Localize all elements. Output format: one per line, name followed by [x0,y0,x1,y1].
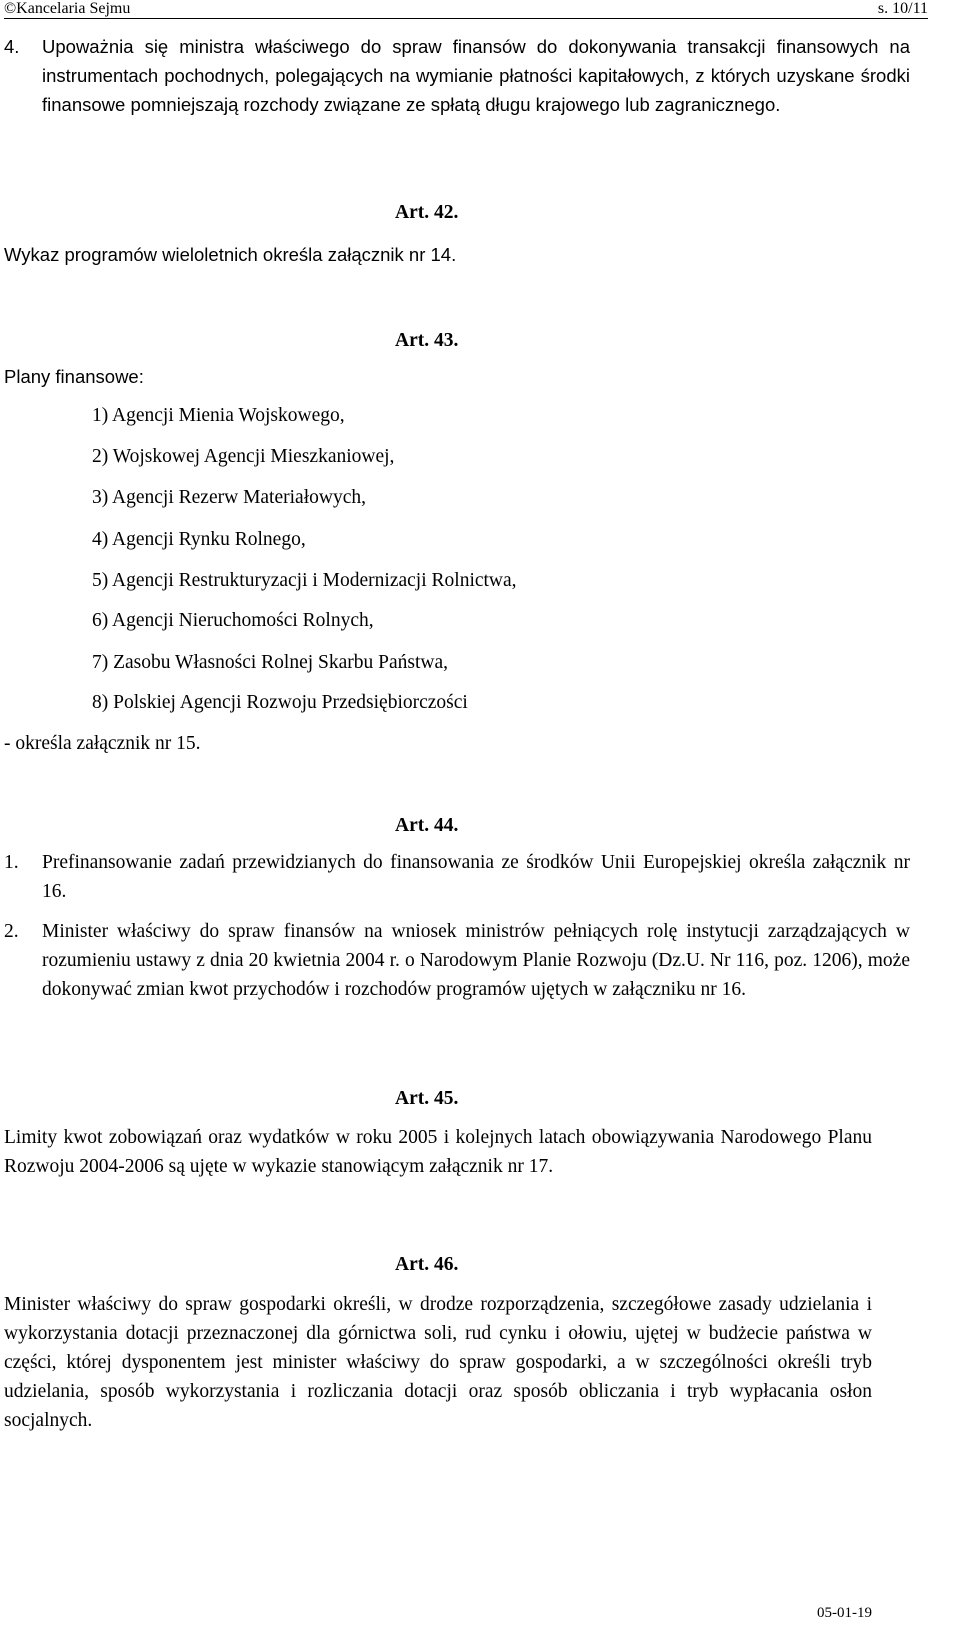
paragraph-4 [4,32,910,119]
paragraph-text: Prefinansowanie zadań przewidzianych do finansowania ze środków Unii Europejskiej określa załącznik nr 16. [42,852,910,902]
paragraph-number: 1. [4,852,19,873]
list-item: 7) Zasobu Własności Rolnej Skarbu Państwa, [92,652,449,673]
list-item: 8) Polskiej Agencji Rozwoju Przedsiębiorczości [92,692,468,713]
article-46-text: Minister właściwy do spraw gospodarki określi, w drodze rozporządzenia, szczegółowe zasady udzielania i wykorzystania dotacji przeznaczonej dla górnictwa soli, rud cynku i ołowiu, ujętej w budżecie państwa w części, której dysponentem jest minister właściwy do spraw gospodarki, a w szczególności określi tryb udzielania, sposób wykorzystania i rozliczania dotacji oraz sposób obliczania i tryb wypłacania osłon socjalnych. [4,1294,872,1431]
page-header [4,0,928,19]
article-45-text: Limity kwot zobowiązań oraz wydatków w roku 2005 i kolejnych latach obowiązywania Narodowego Planu Rozwoju 2004-2006 są ujęte w wykazie stanowiącym załącznik nr 17. [4,1127,872,1177]
list-item: 2) Wojskowej Agencji Mieszkaniowej, [92,446,395,467]
paragraph-number: 4. [4,36,20,57]
article-42-text: Wykaz programów wieloletnich określa załącznik nr 14. [4,244,457,265]
header-page-number: s. 10/11 [877,0,928,17]
list-item: 1) Agencji Mienia Wojskowego, [92,405,345,426]
paragraph-text: Minister właściwy do spraw finansów na wniosek ministrów pełniących rolę instytucji zarządzających w rozumieniu ustawy z dnia 20 kwietnia 2004 r. o Narodowym Planie Rozwoju (Dz.U. Nr 116, poz. 1206), może dokonywać zmian kwot przychodów i rozchodów programów ujętych w załączniku nr 16. [42,921,910,1000]
article-44-paragraph-2 [4,917,910,1004]
list-item: 3) Agencji Rezerw Materiałowych, [92,487,366,508]
paragraph-number: 2. [4,921,19,942]
list-item: 6) Agencji Nieruchomości Rolnych, [92,610,374,631]
article-44-paragraph-1 [4,848,910,906]
list-item: 4) Agencji Rynku Rolnego, [92,529,306,550]
article-43-intro: Plany finansowe: [4,366,144,387]
article-43-outro: - określa załącznik nr 15. [4,733,201,754]
footer-date: 05-01-19 [817,1605,872,1621]
paragraph-text: Upoważnia się ministra właściwego do spraw finansów do dokonywania transakcji finansowych na instrumentach pochodnych, polegających na wymianie płatności kapitałowych, z których uzyskane środki finansowe pomniejszają rozchody związane ze spłatą długu krajowego lub zagranicznego. [42,36,910,115]
header-source: ©Kancelaria Sejmu [4,0,131,17]
list-item: 5) Agencji Restrukturyzacji i Modernizacji Rolnictwa, [92,570,517,591]
